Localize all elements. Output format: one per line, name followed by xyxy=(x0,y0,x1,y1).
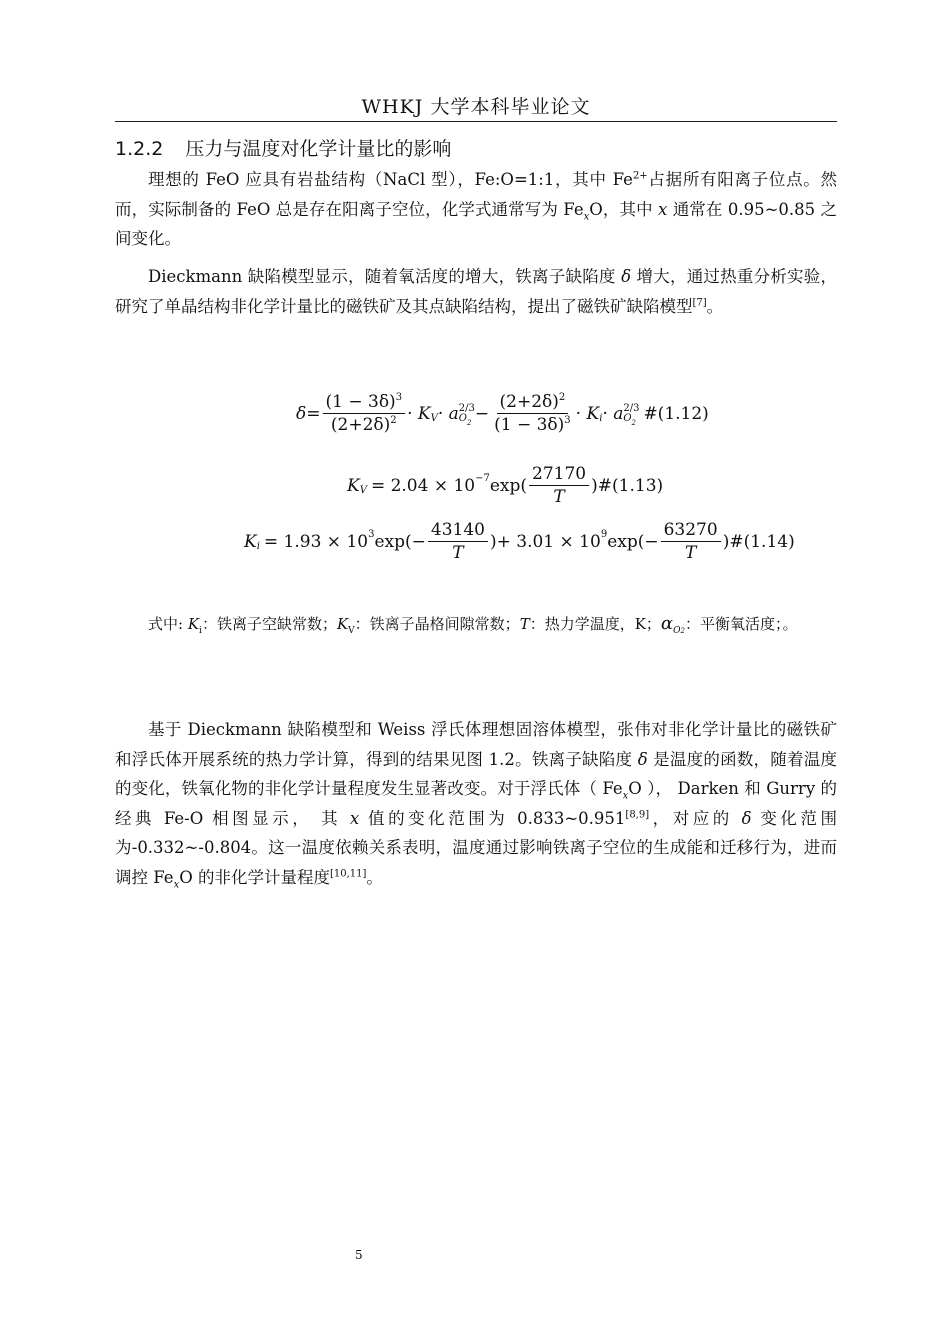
fraction xyxy=(661,520,721,563)
eq-term: ) xyxy=(591,475,598,496)
subscript: 2 xyxy=(466,418,472,427)
eq-term: = 2.04 × 10 xyxy=(370,475,476,496)
denominator: T xyxy=(452,543,464,563)
denominator: T xyxy=(684,543,697,563)
fraction xyxy=(491,392,574,435)
equation-tag: #(1.13) xyxy=(597,475,664,496)
subscript: V xyxy=(348,626,355,636)
italic-variable: δ xyxy=(621,267,632,286)
subscript: 2 xyxy=(631,418,637,427)
text: 占据所有阳离子位点。然而，实际制备的 FeO 总是存在阳离子空位，化学式通常写为 Fe xyxy=(115,170,837,219)
eq-term: · a xyxy=(602,403,624,424)
equation-1-12 xyxy=(296,392,709,435)
text: O，其中 xyxy=(589,199,659,219)
equation-tag: #(1.14) xyxy=(729,531,795,552)
paragraph-1 xyxy=(115,165,837,254)
text: O ）， Darken 和 Gurry 的经典 Fe-O 相图显示， 其 xyxy=(115,779,838,828)
exponent: 9 xyxy=(600,529,608,540)
text: 。 xyxy=(706,296,724,316)
subscript: O xyxy=(673,626,681,636)
text: 式中: xyxy=(148,615,188,633)
denominator: (1 − 3δ) xyxy=(494,415,565,435)
text: 基于 Dieckmann 缺陷模型和 Weiss 浮氏体理想固溶体模型，张伟对非化学计量比的磁铁矿和浮氏体开展系统的热力学计算，得到的结果见图 1.2。铁离子缺陷度 xyxy=(115,720,837,769)
eq-term: = 1.93 × 10 xyxy=(263,531,369,552)
italic-variable: δ xyxy=(637,749,648,769)
text: ：铁离子晶格间隙常数； xyxy=(354,615,520,633)
eq-term: · K xyxy=(407,403,431,424)
exponent: 3 xyxy=(564,415,571,426)
eq-term: exp(− xyxy=(607,531,659,552)
numerator: 63270 xyxy=(661,520,721,542)
text: 值的变化范围为 0.833~0.951 xyxy=(359,808,626,828)
citation: [8,9] xyxy=(625,809,650,820)
section-heading xyxy=(115,134,451,161)
eq-term: K xyxy=(347,475,360,496)
eq-term: ) xyxy=(722,531,730,552)
text: 。 xyxy=(366,867,383,887)
symbol-definitions xyxy=(115,602,837,653)
text: 增大，通过热重分析实验，研究了单晶结构非化学计量比的磁铁矿及其点缺陷结构，提出了磁铁矿缺陷模型 xyxy=(115,267,837,316)
exponent: 2/3 xyxy=(458,402,475,414)
eq-term: K xyxy=(244,531,257,552)
fraction xyxy=(323,392,406,435)
exponent: 2 xyxy=(390,415,397,426)
exponent: 3 xyxy=(395,392,403,403)
text: 是温度的函数，随着温度的变化，铁氧化物的非化学计量程度发生显著改变。对于浮氏体（ Fe xyxy=(115,749,837,798)
denominator: (2+2δ) xyxy=(330,415,391,435)
subscript: 2 xyxy=(680,627,685,635)
subscript: x xyxy=(583,210,590,222)
eq-term: · a xyxy=(437,403,459,424)
subscript: V xyxy=(430,413,438,424)
numerator: (1 − 3δ) xyxy=(325,392,396,412)
text: ：平衡氧活度；。 xyxy=(684,615,798,633)
subscript: i xyxy=(599,413,603,424)
section-title: 压力与温度对化学计量比的影响 xyxy=(185,138,452,160)
eq-term: exp(− xyxy=(374,531,426,552)
exponent: 3 xyxy=(368,529,375,540)
citation: [7] xyxy=(692,297,707,308)
eq-symbol: δ xyxy=(296,403,307,424)
equation-tag: #(1.12) xyxy=(643,403,709,424)
text: 通常在 0.95~0.85 之间变化。 xyxy=(115,199,837,248)
page-header: WHKJ 大学本科毕业论文 xyxy=(361,96,591,118)
subscript: O xyxy=(623,412,632,424)
text: O 的非化学计量程度 xyxy=(179,867,330,887)
italic-variable: T xyxy=(519,615,530,633)
italic-variable: K xyxy=(187,615,200,633)
eq-term: exp( xyxy=(489,475,528,496)
subscript: x xyxy=(622,790,629,802)
subscript: O xyxy=(458,412,467,424)
paragraph-3 xyxy=(115,715,837,892)
numerator: (2+2δ) xyxy=(499,392,559,412)
equation-1-14 xyxy=(244,520,795,563)
subscript: i xyxy=(199,626,202,636)
italic-variable: α xyxy=(660,613,674,634)
fraction xyxy=(529,464,589,507)
header-rule xyxy=(115,121,837,122)
fraction xyxy=(428,520,488,563)
paragraph-2 xyxy=(115,262,837,321)
text: ：铁离子空缺常数； xyxy=(201,615,337,633)
exponent: −7 xyxy=(475,473,490,484)
text: 变化范围为-0.332~-0.804。这一温度依赖关系表明，温度通过影响铁离子空位的生成能和迁移行为，进而调控 Fe xyxy=(115,808,838,887)
subscript: V xyxy=(359,485,367,496)
eq-term: )+ 3.01 × 10 xyxy=(489,531,601,552)
italic-variable: K xyxy=(336,615,349,633)
italic-variable: x xyxy=(349,808,360,828)
exponent: 2/3 xyxy=(623,402,640,414)
italic-variable: δ xyxy=(741,808,752,828)
text: ：热力学温度，K； xyxy=(529,615,661,633)
text: ，对应的 xyxy=(649,808,742,828)
numerator: 27170 xyxy=(529,464,589,486)
superscript: 2+ xyxy=(632,170,648,182)
subscript: i xyxy=(256,541,260,552)
eq-symbol: − xyxy=(474,403,490,424)
section-number: 1.2.2 xyxy=(115,138,164,160)
italic-variable: x xyxy=(658,199,668,219)
citation: [10,11] xyxy=(329,868,367,879)
subscript: x xyxy=(173,878,180,890)
eq-term: · K xyxy=(575,403,600,424)
eq-symbol: = xyxy=(306,403,321,424)
numerator: 43140 xyxy=(428,520,488,542)
page-number: 5 xyxy=(355,1248,363,1262)
equation-1-13 xyxy=(347,464,663,507)
exponent: 2 xyxy=(558,392,566,403)
denominator: T xyxy=(553,487,565,507)
text: Dieckmann 缺陷模型显示，随着氧活度的增大，铁离子缺陷度 xyxy=(148,267,622,286)
text: 理想的 FeO 应具有岩盐结构（NaCl 型），Fe:O=1:1，其中 Fe xyxy=(148,170,633,189)
